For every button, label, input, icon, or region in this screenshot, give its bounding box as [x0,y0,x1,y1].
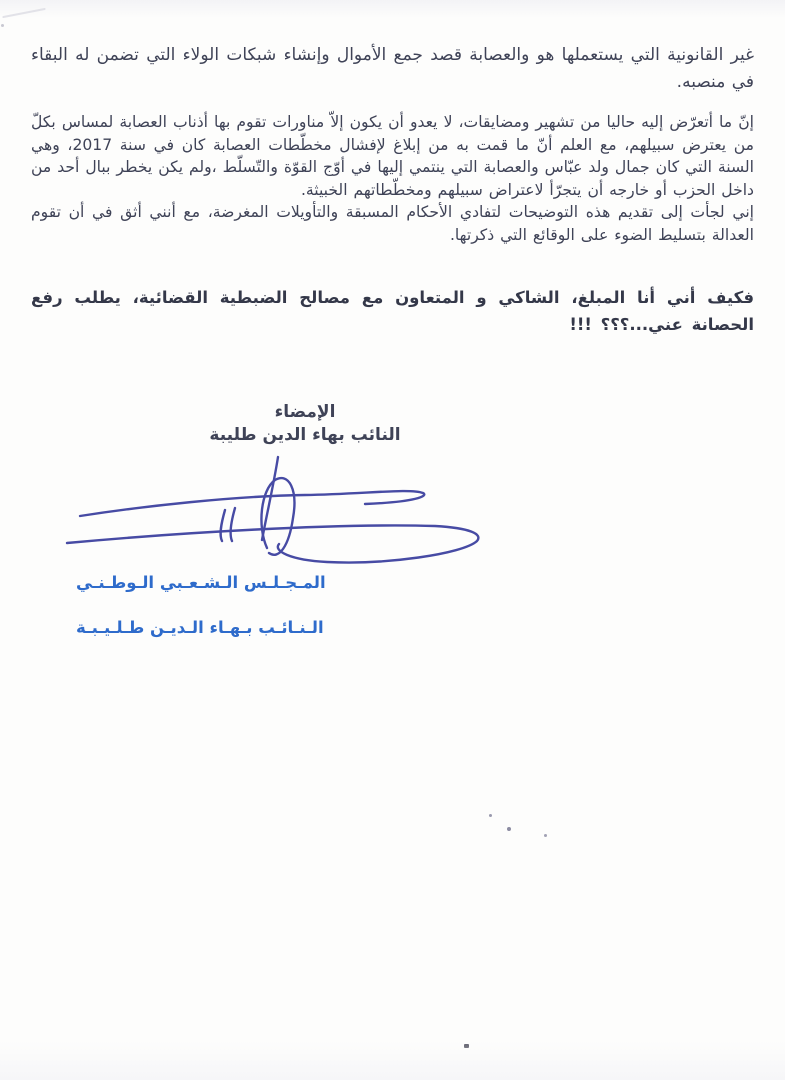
scan-corner-streak [2,8,46,18]
handwritten-signature-icon [55,448,495,578]
ink-speck [1,24,4,27]
paragraph-block-2 [31,111,754,246]
signature-block [150,401,460,447]
paragraph-block-1 [31,42,754,96]
paragraph-block-bold [31,284,754,338]
scan-edge-shadow-top [0,0,785,20]
stamp-assembly-name: المـجـلـس الـشـعـبي الـوطـنـي [76,573,326,592]
paragraph-2: إنّ ما أتعرّض إليه حاليا من تشهير ومضايقات، لا يعدو أن يكون إلاّ مناورات تقوم بها أذناب العصابة لمساس بكلّ من يعترض سبيلهم، مع العلم أنّ ما قمت به من إبلاغ لإفشال مخطّطات العصابة كان في سنة 2017، وهي السنة التي كان جمال ولد عبّاس والعصابة التي ينتمي إليها في أوّج القوّة والتّسلّط ،ولم يكن يخطر ببال أحد من داخل الحزب أو خارجه أن يتجرّأ لاعتراض سبيلهم ومخطّطاتهم الخبيثة. [31,113,754,199]
signatory-name: النائب بهاء الدين طليبة [209,425,401,445]
stamp-deputy-name: الـنـائـب بـهـاء الـديـن طـلـيـبـة [76,618,324,637]
ink-speck [489,814,492,817]
ink-speck [464,1044,469,1048]
ink-speck [544,834,547,837]
paragraph-3: إني لجأت إلى تقديم هذه التوضيحات لتفادي الأحكام المسبقة والتأويلات المغرضة، مع أنني أثق في أن تقوم العدالة بتسليط الضوء على الوقائع التي ذكرتها. [31,203,754,244]
signature-label: الإمضاء [274,402,336,422]
paragraph-bold-question: فكيف أني أنا المبلغ، الشاكي و المتعاون مع مصالح الضبطية القضائية، يطلب رفع الحصانة عني...؟؟؟ !!! [31,288,754,334]
paragraph-1: غير القانونية التي يستعملها هو والعصابة قصد جمع الأموال وإنشاء شبكات الولاء التي تضمن له البقاء في منصبه. [31,45,754,92]
scan-edge-shadow-bottom [0,1034,785,1080]
ink-speck [507,827,511,831]
